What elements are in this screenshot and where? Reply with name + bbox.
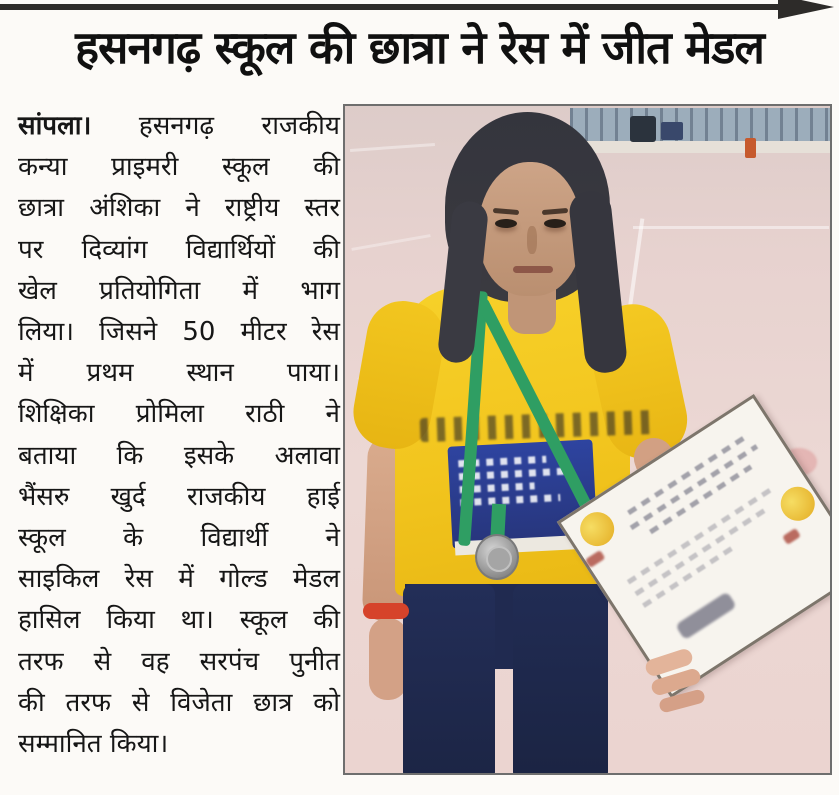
text-line: शिक्षिका प्रोमिला राठी ने bbox=[18, 399, 340, 430]
girl-hand bbox=[369, 618, 407, 700]
text-line: तरफ से वह सरपंच पुनीत bbox=[18, 646, 340, 677]
top-rule-line bbox=[0, 4, 784, 10]
girl-eye bbox=[544, 219, 566, 228]
text-line: सम्मानित किया। bbox=[18, 729, 169, 760]
certificate-signature bbox=[675, 591, 737, 640]
traffic-cone bbox=[745, 138, 756, 158]
news-photo bbox=[343, 104, 832, 775]
background-object bbox=[630, 116, 656, 142]
certificate-seal bbox=[574, 506, 621, 553]
track-line bbox=[351, 234, 430, 251]
girl-eye bbox=[495, 219, 517, 228]
text-line: लिया। जिसने 50 मीटर रेस bbox=[18, 317, 340, 348]
background-object bbox=[661, 122, 683, 140]
medal-face bbox=[486, 546, 512, 572]
background-band bbox=[570, 141, 832, 153]
certificate-emblem bbox=[782, 528, 801, 545]
text-line: साइकिल रेस में गोल्ड मेडल bbox=[18, 564, 340, 595]
text-line: पर दिव्यांग विद्यार्थियों की bbox=[18, 234, 340, 265]
wrist-bracelet bbox=[363, 603, 409, 619]
text-line: की तरफ से विजेता छात्र को bbox=[18, 687, 340, 718]
trouser-leg bbox=[513, 584, 608, 775]
girl-nose bbox=[527, 226, 537, 254]
bib-text-row bbox=[460, 494, 560, 506]
text-line: सांपला। हसनगढ़ राजकीय bbox=[18, 111, 340, 141]
background-fence bbox=[570, 108, 832, 141]
text-line: हासिल किया था। स्कूल की bbox=[18, 605, 340, 636]
certificate-seal bbox=[774, 480, 821, 527]
text-line: बताया कि इसके अलावा bbox=[18, 440, 340, 471]
trouser-leg bbox=[403, 584, 495, 775]
certificate-text-row bbox=[649, 465, 752, 535]
text-line: छात्रा अंशिका ने राष्ट्रीय स्तर bbox=[18, 193, 340, 224]
certificate-text-row bbox=[634, 505, 771, 596]
track-line bbox=[633, 226, 829, 229]
text-line: खेल प्रतियोगिता में भाग bbox=[18, 275, 340, 306]
headline: हसनगढ़ स्कूल की छात्रा ने रेस में जीत मेडल bbox=[75, 21, 764, 74]
certificate-emblem bbox=[585, 550, 606, 568]
girl-mouth bbox=[513, 266, 553, 273]
article-body bbox=[18, 106, 340, 765]
text-line: स्कूल के विद्यार्थी ने bbox=[18, 523, 340, 554]
text-line: भैंसरु खुर्द राजकीय हाई bbox=[18, 481, 340, 512]
medal bbox=[475, 534, 519, 580]
dateline: सांपला। bbox=[18, 111, 92, 141]
text-line: कन्या प्राइमरी स्कूल की bbox=[18, 152, 340, 183]
text-line: में प्रथम स्थान पाया। bbox=[18, 358, 340, 389]
track-line bbox=[350, 143, 435, 152]
